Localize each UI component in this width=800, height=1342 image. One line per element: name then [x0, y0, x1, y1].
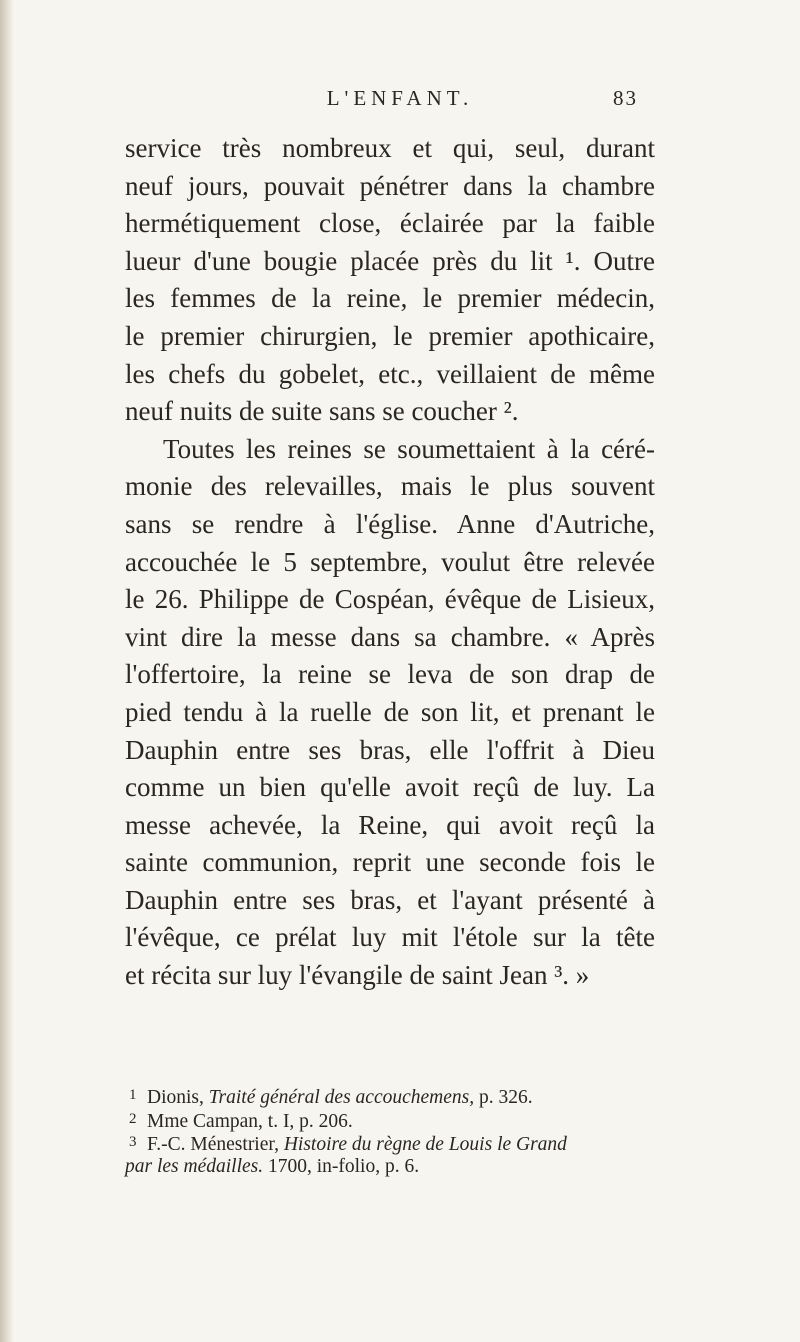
footnote-reference: p. 326. — [474, 1087, 533, 1108]
page-binding-shadow — [0, 0, 14, 1342]
footnote-text: Mme Campan, t. I, p. 206. — [147, 1110, 353, 1132]
text-line: l'évêque, ce prélat luy mit l'étole sur la tête — [125, 922, 655, 953]
body-text — [125, 130, 655, 995]
footnote-3 — [125, 1131, 685, 1155]
text-line: et récita sur luy l'évangile de saint Jean ³. » — [125, 960, 590, 991]
footnote-mark: 2 — [129, 1110, 137, 1127]
text-line: hermétiquement close, éclairée par la faible — [125, 208, 655, 239]
footnote-3-continuation — [125, 1155, 685, 1179]
text-line: monie des relevailles, mais le plus souvent — [125, 471, 655, 502]
text-line: lueur d'une bougie placée près du lit ¹. Outre — [125, 245, 655, 276]
text-line: sainte communion, reprit une seconde fois le — [125, 847, 655, 878]
text-line: neuf nuits de suite sans se coucher ². — [125, 396, 519, 427]
text-line: sans se rendre à l'église. Anne d'Autriche, — [125, 508, 655, 539]
paragraph-start-line: Toutes les reines se soumettaient à la céré- — [163, 433, 655, 464]
footnote-2 — [125, 1108, 685, 1132]
footnote-mark: 1 — [129, 1087, 137, 1103]
text-line: les femmes de la reine, le premier médecin, — [125, 283, 655, 314]
text-line: accouchée le 5 septembre, voulut être relevée — [125, 546, 655, 577]
text-line: messe achevée, la Reine, qui avoit reçû la — [125, 809, 655, 840]
footnote-mark: 3 — [129, 1134, 137, 1150]
text-line: neuf jours, pouvait pénétrer dans la chambre — [125, 170, 655, 201]
text-line: comme un bien qu'elle avoit reçû de luy. La — [125, 772, 655, 803]
text-line: pied tendu à la ruelle de son lit, et prenant le — [125, 696, 655, 727]
text-line: les chefs du gobelet, etc., veillaient de même — [125, 358, 655, 389]
text-line: Dauphin entre ses bras, et l'ayant présenté à — [125, 884, 655, 915]
footnote-title: Traité général des accouchemens, — [208, 1087, 475, 1108]
page-header — [0, 86, 800, 116]
page-number: 83 — [613, 86, 638, 110]
text-line: vint dire la messe dans sa chambre. « Après — [125, 621, 655, 652]
footnote-title: Histoire du règne de Louis le Grand — [283, 1134, 567, 1155]
footnotes — [125, 1084, 685, 1178]
running-title: L'ENFANT. — [326, 86, 474, 110]
footnote-title: par les médailles. — [125, 1155, 264, 1177]
text-line: Dauphin entre ses bras, elle l'offrit à Dieu — [125, 734, 655, 765]
text-line: le 26. Philippe de Cospéan, évêque de Lisieux, — [125, 584, 655, 615]
footnote-author: F.-C. Ménestrier, — [147, 1134, 284, 1155]
text-line: le premier chirurgien, le premier apothicaire, — [125, 320, 655, 351]
footnote-author: Dionis, — [147, 1087, 209, 1108]
text-line: l'offertoire, la reine se leva de son drap de — [125, 659, 655, 690]
text-line: service très nombreux et qui, seul, durant — [125, 133, 655, 163]
footnote-reference: 1700, in-folio, p. 6. — [263, 1155, 420, 1177]
footnote-1 — [125, 1084, 685, 1108]
